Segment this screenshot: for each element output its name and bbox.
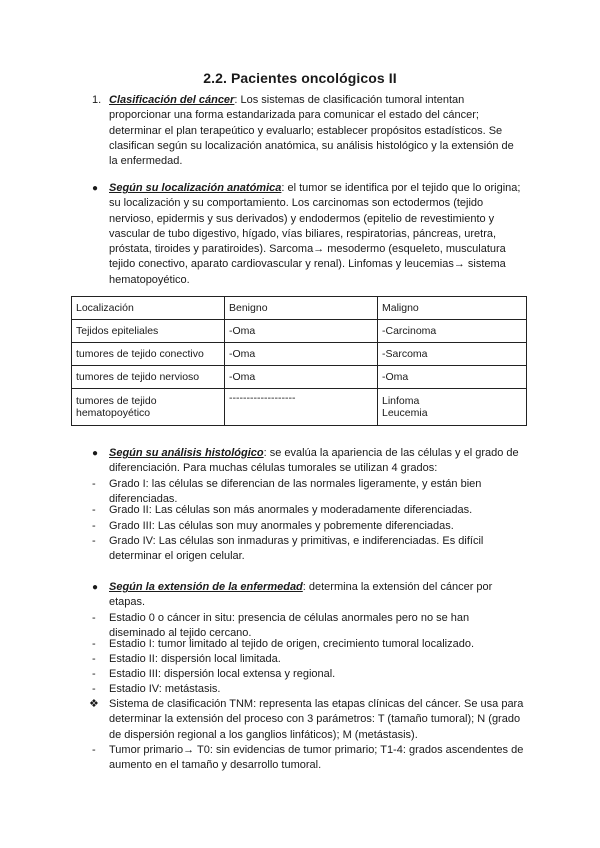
- table-cell: Linfoma Leucemia: [378, 389, 527, 426]
- dash-marker: -: [92, 638, 96, 650]
- table-cell: -------------------: [225, 389, 378, 426]
- list-item: Grado II: Las células son más anormales y moderadamente diferenciadas.: [109, 504, 473, 516]
- section-classification: [109, 93, 549, 169]
- table-cell: -Sarcoma: [378, 343, 527, 366]
- table-cell: tumores de tejido hematopoyético: [72, 389, 225, 426]
- table-cell: tumores de tejido conectivo: [72, 343, 225, 366]
- table-row: [72, 366, 527, 389]
- paragraph-line: hematopoyético.: [109, 273, 190, 286]
- table-header-cell: Localización: [72, 297, 225, 320]
- table-cell: Tejidos epiteliales: [72, 320, 225, 343]
- dash-marker: -: [92, 504, 96, 516]
- list-item: Estadio 0 o cáncer in situ: presencia de células anormales pero no se han diseminado al tejido cercano.: [109, 612, 470, 640]
- paragraph-line: nervioso, epidermis y sus derivados) y endodermos (epitelio de revestimiento y: [109, 212, 495, 225]
- table-row: [72, 343, 527, 366]
- list-item: Estadio III: dispersión local extensa y regional.: [109, 668, 336, 680]
- paragraph-line: vascular de tubo digestivo, hígado, vías biliares, respiratorias, páncreas, uretra,: [109, 227, 497, 240]
- table-cell: -Oma: [225, 366, 378, 389]
- dash-marker: -: [92, 535, 96, 547]
- tnm-paragraph: Sistema de clasificación TNM: representa las etapas clínicas del cáncer. Se usa para determinar la extensión del proceso con 3 parámetros: T (tamaño tumoral); N (grado de dispersión regional a los ganglios linfáticos); M (metástasis).: [109, 698, 524, 741]
- section-number: 1.: [92, 94, 102, 106]
- paragraph-line: etapas.: [109, 596, 146, 609]
- table-cell: tumores de tejido nervioso: [72, 366, 225, 389]
- table-cell: -Oma: [225, 343, 378, 366]
- section-classification-line: Clasificación del cáncer: Los sistemas de clasificación tumoral intentan: [109, 94, 465, 106]
- list-item: Estadio I: tumor limitado al tejido de origen, crecimiento tumoral localizado.: [109, 638, 475, 650]
- histologico-paragraph: [109, 446, 549, 477]
- table-header-cell: Benigno: [225, 297, 378, 320]
- extension-paragraph: [109, 580, 549, 611]
- dash-marker: -: [92, 744, 96, 756]
- list-item: Estadio IV: metástasis.: [109, 683, 221, 695]
- table-header-row: [72, 297, 527, 320]
- paragraph-line: próstata, tiroides y paratiroides). Sarcoma→ mesodermo (esqueleto, musculatura: [109, 243, 506, 256]
- table-cell: -Carcinoma: [378, 320, 527, 343]
- section-classification-line: determinar el plan terapeútico y evaluarlo; establecer propósitos estadísticos. Se: [109, 124, 503, 137]
- table-cell: -Oma: [225, 320, 378, 343]
- section-classification-line: proporcionar una forma estandarizada para comunicar el estado del cáncer;: [109, 109, 479, 122]
- paragraph-line: Según la extensión de la enfermedad: determina la extensión del cáncer por: [109, 581, 493, 593]
- paragraph-line: diferenciación. Para muchas células tumorales se utilizan 4 grados:: [109, 462, 438, 475]
- table-row: [72, 389, 527, 426]
- table-cell: -Oma: [378, 366, 527, 389]
- paragraph-line: Según su localización anatómica: el tumor se identifica por el tejido que lo origina;: [109, 182, 521, 194]
- table-row: [72, 320, 527, 343]
- list-item: Tumor primario→ T0: sin evidencias de tumor primario; T1-4: grados ascendentes de aumento en el tamaño y desarrollo tumoral.: [109, 744, 524, 772]
- page-title: 2.2. Pacientes oncológicos II: [203, 70, 397, 86]
- localizacion-paragraph: [109, 181, 549, 288]
- bullet-icon: ●: [92, 183, 99, 194]
- dash-marker: -: [92, 520, 96, 532]
- dash-marker: -: [92, 653, 96, 665]
- localizacion-heading: Según su localización anatómica: [109, 182, 282, 194]
- list-item: Estadio II: dispersión local limitada.: [109, 653, 281, 665]
- paragraph-line: su localización y su comportamiento. Los carcinomas son ectodermos (tejido: [109, 197, 484, 210]
- dash-marker: -: [92, 478, 96, 490]
- dash-marker: -: [92, 612, 96, 624]
- section-heading: Clasificación del cáncer: [109, 94, 235, 106]
- tumor-classification-table: [71, 296, 527, 426]
- paragraph-line: Según su análisis histológico: se evalúa la apariencia de las células y el grado de: [109, 447, 519, 459]
- paragraph-line: tejido conectivo, aparato cardiovascular y renal). Linfomas y leucemias→ sistema: [109, 258, 506, 271]
- list-item: Grado IV: Las células son inmaduras y primitivas, e indiferenciadas. Es difícil determinar el origen celular.: [109, 535, 484, 563]
- bullet-icon: ●: [92, 582, 99, 593]
- dash-marker: -: [92, 668, 96, 680]
- histologico-heading: Según su análisis histológico: [109, 447, 264, 459]
- diamond-bullet-icon: ❖: [89, 698, 99, 710]
- section-classification-line: la enfermedad.: [109, 155, 183, 168]
- dash-marker: -: [92, 683, 96, 695]
- list-item: Grado III: Las células son muy anormales y pobremente diferenciadas.: [109, 520, 454, 532]
- extension-heading: Según la extensión de la enfermedad: [109, 581, 303, 593]
- section-classification-line: clasifican según su localización anatómica, su análisis histológico y la extensión de: [109, 139, 514, 152]
- table-header-cell: Maligno: [378, 297, 527, 320]
- list-item: Grado I: las células se diferencian de las normales ligeramente, y están bien diferenciadas.: [109, 478, 482, 506]
- bullet-icon: ●: [92, 448, 99, 459]
